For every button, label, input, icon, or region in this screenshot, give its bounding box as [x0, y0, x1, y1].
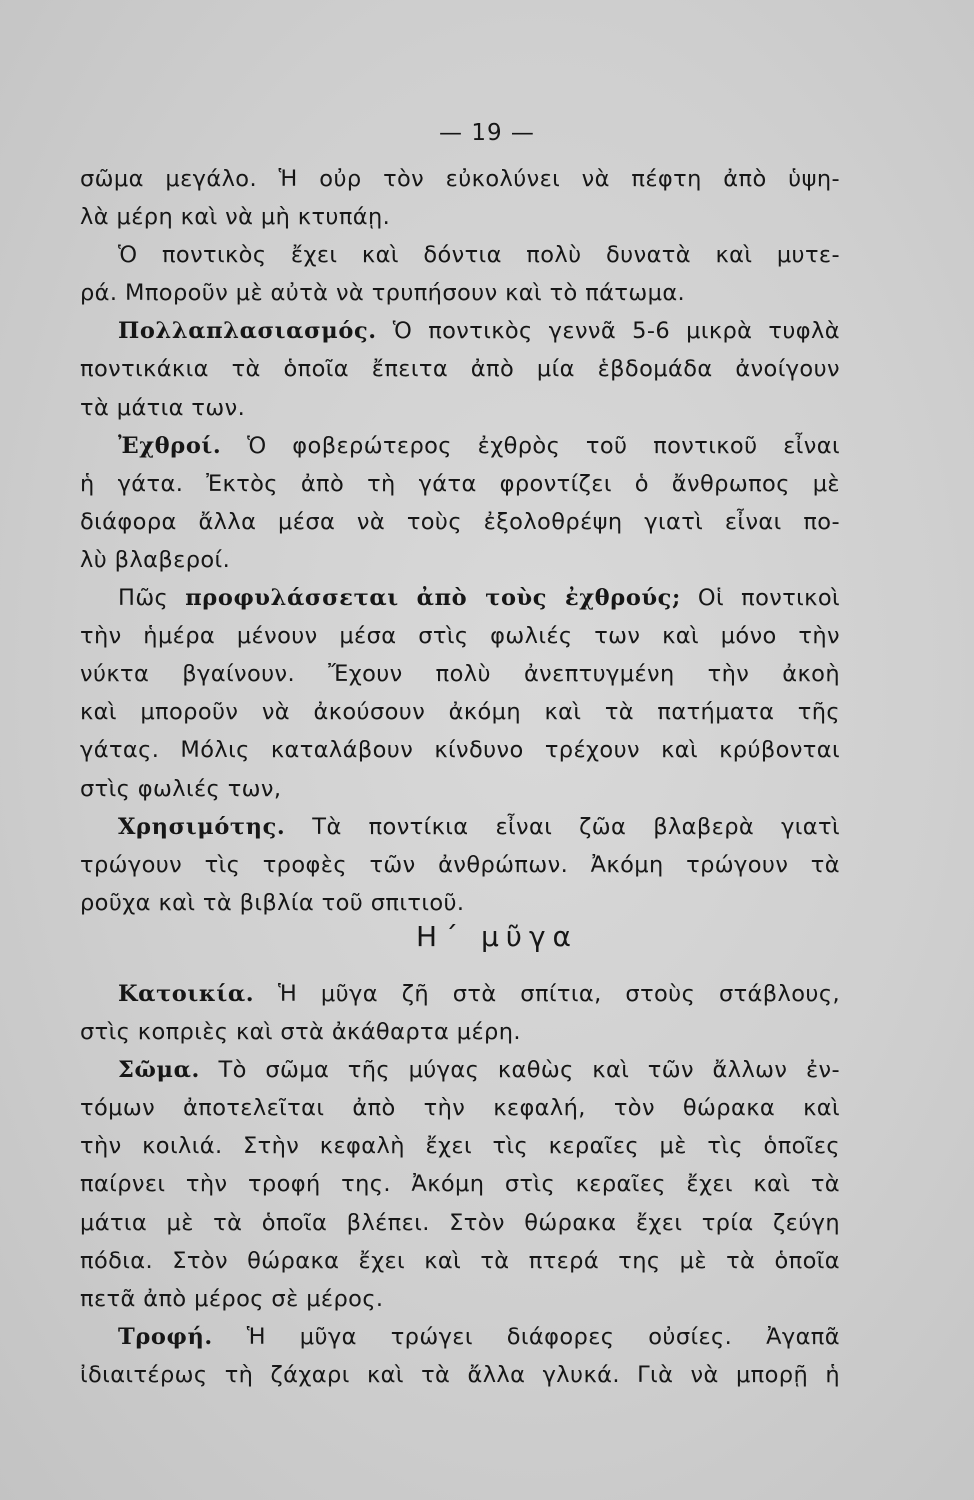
text-line [80, 503, 840, 541]
text-run: Πῶς [118, 585, 186, 612]
text-line [80, 846, 840, 884]
text-run: καὶ μποροῦν νὰ ἀκούσουν ἀκόμη καὶ τὰ πατήματα τῆς [80, 699, 840, 726]
text-line [80, 1356, 840, 1394]
text-line [80, 160, 840, 198]
text-run: ἰδιαιτέρως τὴ ζάχαρι καὶ τὰ ἄλλα γλυκά. Γιὰ νὰ μπορῇ ἡ [80, 1361, 840, 1388]
text-run: Ἡ μῦγα τρώγει διάφορες οὐσίες. Ἀγαπᾶ [212, 1323, 840, 1350]
text-run: σῶμα μεγάλο. Ἡ οὐρ τὸν εὐκολύνει νὰ πέφτη ἀπὸ ὑψη- [80, 166, 840, 192]
text-run: παίρνει τὴν τροφή της. Ἀκόμη στὶς κεραῖες ἔχει καὶ τὰ [80, 1171, 840, 1198]
text-run: ρά. Μποροῦν μὲ αὐτὰ νὰ τρυπήσουν καὶ τὸ πάτωμα. [80, 280, 686, 307]
heading-run: Ἐχθροί. [118, 432, 222, 459]
text-run: Ὁ ποντικὸς γεννᾶ 5-6 μικρὰ τυφλὰ [376, 318, 840, 345]
text-run: γάτας. Μόλις καταλάβουν κίνδυνο τρέχουν καὶ κρύβονται [80, 737, 840, 764]
text-run: στὶς κοπριὲς καὶ στὰ ἀκάθαρτα μέρη. [80, 1019, 521, 1046]
text-run: τόμων ἀποτελεῖται ἀπὸ τὴν κεφαλή, τὸν θώρακα καὶ [80, 1095, 840, 1122]
text-line [80, 655, 840, 693]
text-run: πόδια. Στὸν θώρακα ἔχει καὶ τὰ πτερά της μὲ τὰ ὁποῖα [80, 1247, 840, 1274]
text-run: τὰ μάτια των. [80, 394, 246, 421]
text-run: Τὰ ποντίκια εἶναι ζῶα βλαβερὰ γιατὶ [285, 813, 840, 840]
text-run: Τὸ σῶμα τῆς μύγας καθὼς καὶ τῶν ἄλλων ἐν- [199, 1057, 840, 1084]
text-line [80, 579, 840, 617]
text-run: τὴν κοιλιά. Στὴν κεφαλὴ ἔχει τὶς κεραῖες μὲ τὶς ὁποῖες [80, 1133, 840, 1160]
text-run: τρώγουν τὶς τροφὲς τῶν ἀνθρώπων. Ἀκόμη τρώγουν τὰ [80, 851, 840, 878]
text-run: Ἡ μῦγα ζῆ στὰ σπίτια, στοὺς στάβλους, [254, 981, 840, 1007]
text-line [80, 975, 840, 1013]
text-line [80, 541, 840, 579]
text-line [80, 1089, 840, 1127]
text-line [80, 1013, 840, 1051]
text-line [80, 389, 840, 427]
text-line [80, 465, 840, 503]
text-line [80, 198, 840, 236]
section-title: Η΄ μῦγα [416, 920, 578, 953]
text-run: Οἱ ποντικοὶ [680, 585, 840, 612]
text-line [80, 1280, 840, 1318]
text-line [80, 693, 840, 731]
heading-run: προφυλάσσεται ἀπὸ τοὺς ἐχθρούς; [185, 585, 681, 612]
text-run: λὺ βλαβεροί. [80, 546, 231, 573]
text-line [80, 617, 840, 655]
text-line [80, 312, 840, 350]
text-line [80, 350, 840, 388]
text-line [80, 1051, 840, 1089]
page-number: — 19 — [439, 120, 535, 146]
text-line [80, 1204, 840, 1242]
text-line [80, 427, 840, 465]
text-line [80, 236, 840, 274]
heading-run: Κατοικία. [118, 981, 255, 1007]
text-run: λὰ μέρη καὶ νὰ μὴ κτυπάῃ. [80, 204, 391, 231]
text-line [80, 274, 840, 312]
text-line [80, 1165, 840, 1203]
heading-run: Πολλαπλασιασμός. [118, 318, 377, 345]
text-run: Ὁ φοβερώτερος ἐχθρὸς τοῦ ποντικοῦ εἶναι [221, 432, 840, 459]
text-line [80, 884, 840, 922]
text-line [80, 770, 840, 808]
text-line [80, 1127, 840, 1165]
text-run: διάφορα ἄλλα μέσα νὰ τοὺς ἐξολοθρέψη γιατὶ εἶναι πο- [80, 508, 840, 535]
text-run: τὴν ἡμέρα μένουν μέσα στὶς φωλιές των καὶ μόνο τὴν [80, 623, 840, 650]
text-run: ροῦχα καὶ τὰ βιβλία τοῦ σπιτιοῦ. [80, 889, 465, 916]
text-run: νύκτα βγαίνουν. Ἔχουν πολὺ ἀνεπτυγμένη τὴν ἀκοὴ [80, 661, 840, 688]
text-run: μάτια μὲ τὰ ὁποῖα βλέπει. Στὸν θώρακα ἔχει τρία ζεύγη [80, 1209, 840, 1236]
text-line [80, 1318, 840, 1356]
text-line [80, 1242, 840, 1280]
text-run: στὶς φωλιές των, [80, 775, 282, 802]
text-line [80, 808, 840, 846]
body-text-bottom [80, 975, 840, 1394]
text-run: ἡ γάτα. Ἐκτὸς ἀπὸ τὴ γάτα φροντίζει ὁ ἄνθρωπος μὲ [80, 470, 840, 497]
text-run: Ὁ ποντικὸς ἔχει καὶ δόντια πολὺ δυνατὰ καὶ μυτε- [118, 242, 840, 269]
heading-run: Σῶμα. [118, 1057, 200, 1084]
body-text-top [80, 160, 840, 922]
heading-run: Χρησιμότης. [118, 813, 286, 840]
text-run: ποντικάκια τὰ ὁποῖα ἔπειτα ἀπὸ μία ἑβδομάδα ἀνοίγουν [80, 356, 840, 383]
text-run: πετᾶ ἀπὸ μέρος σὲ μέρος. [80, 1285, 384, 1312]
heading-run: Τροφή. [118, 1323, 213, 1350]
text-line [80, 731, 840, 769]
